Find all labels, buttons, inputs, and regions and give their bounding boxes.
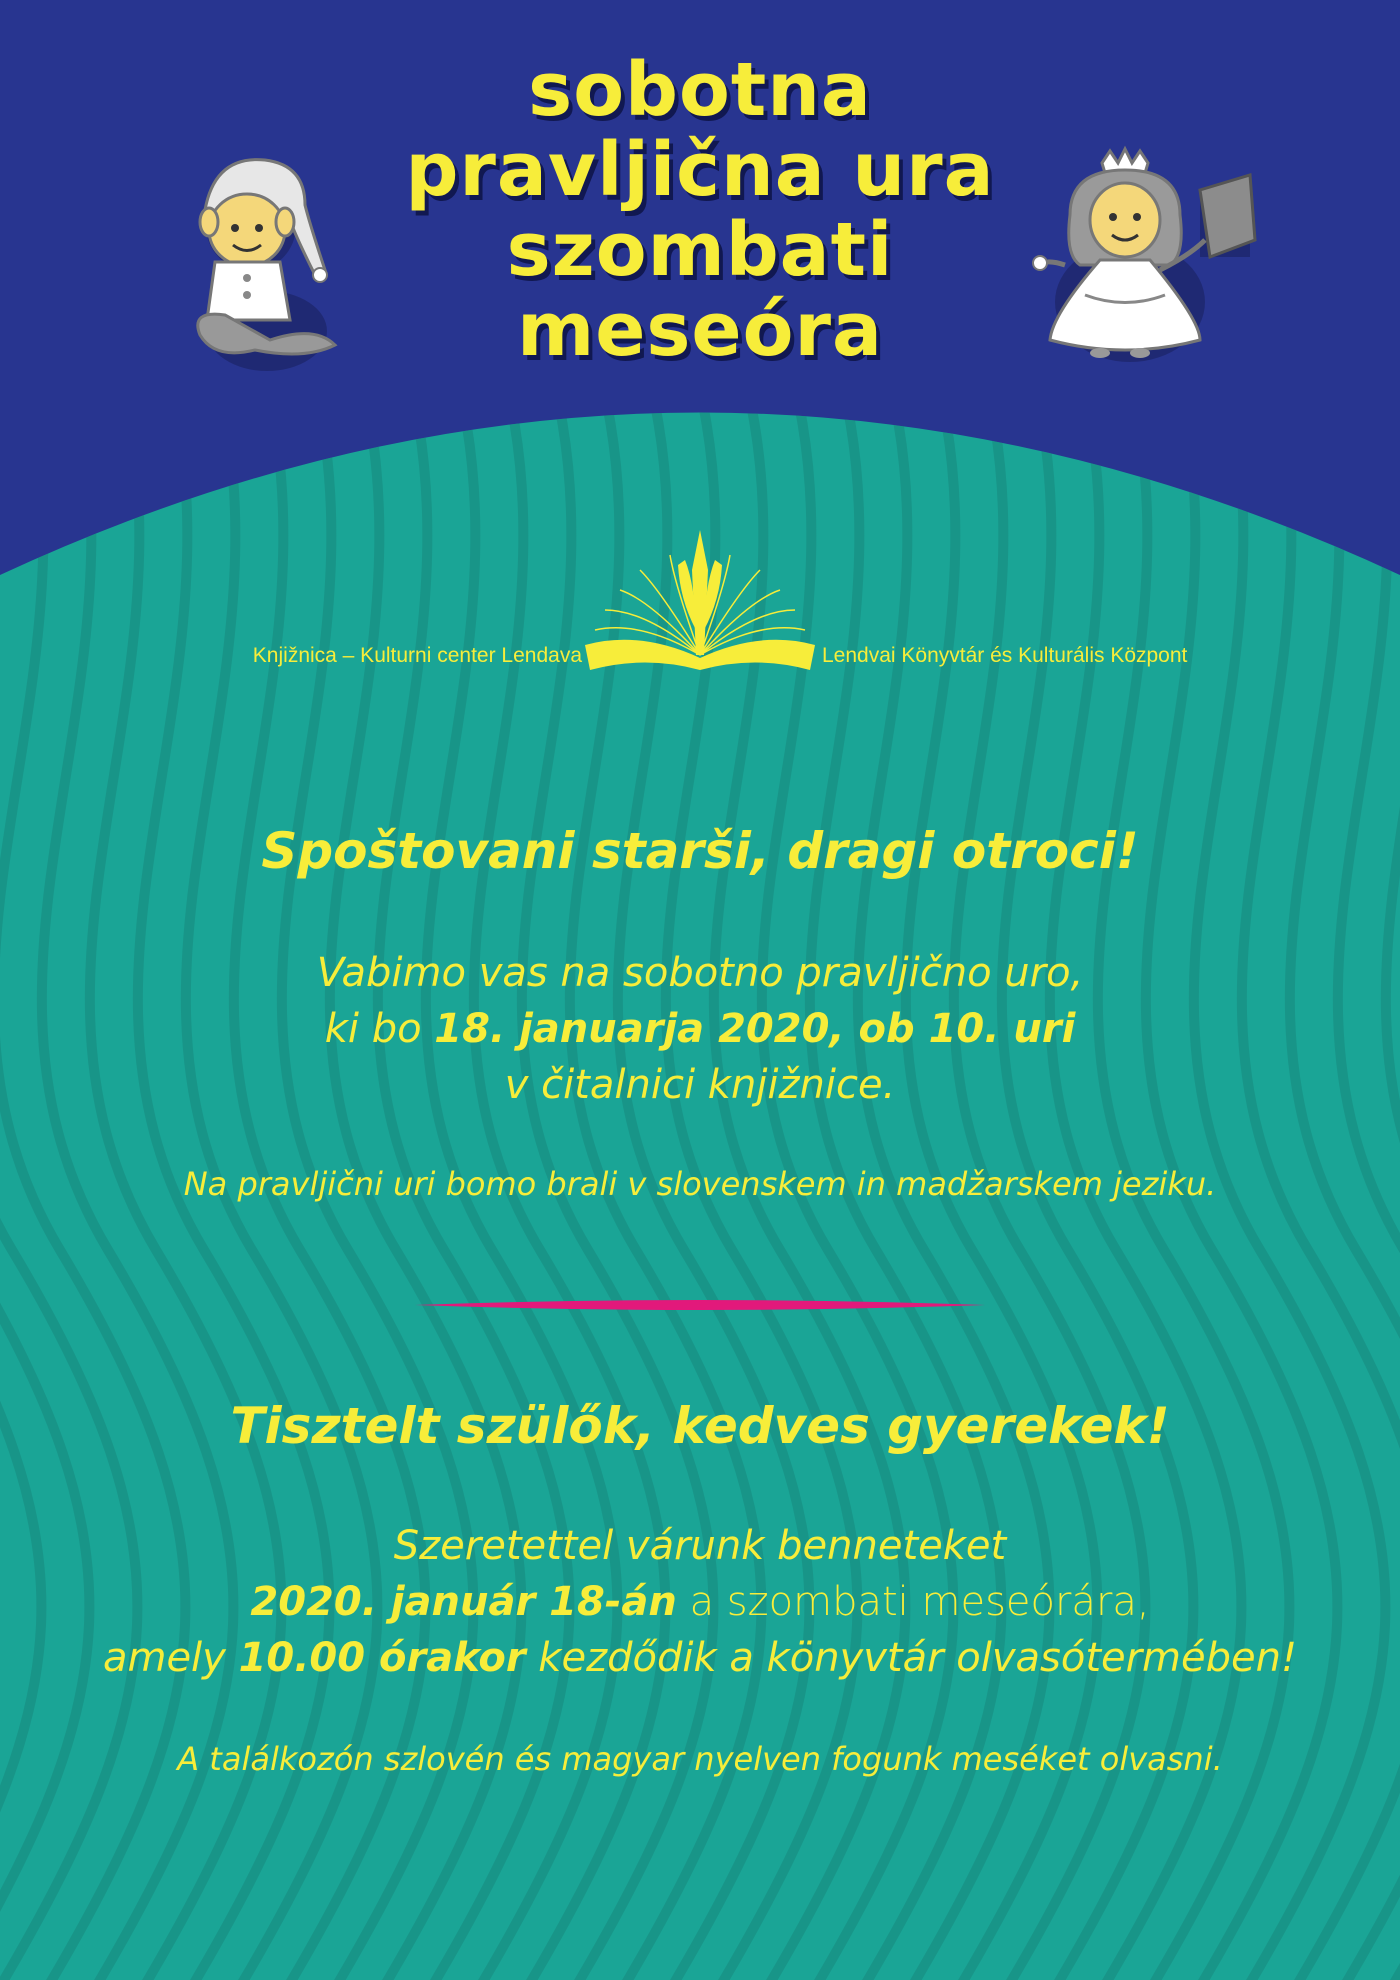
hungarian-time: 10.00 órakor — [238, 1635, 526, 1681]
slovenian-date-time: 18. januarja 2020, ob 10. uri — [434, 1006, 1076, 1052]
title-line-3: szombati — [506, 207, 894, 293]
slovenian-section — [0, 822, 1400, 880]
hungarian-line-2 — [0, 1574, 1400, 1630]
hungarian-date: 2020. január 18-án — [250, 1579, 677, 1625]
slovenian-line-3: v čitalnici knjižnice. — [504, 1062, 896, 1108]
library-logo — [0, 530, 1400, 680]
library-book-logo-icon — [580, 530, 820, 680]
title-line-2: pravljična ura — [405, 127, 995, 213]
title-line-4: meseóra — [517, 287, 883, 373]
princess-icon — [1030, 145, 1270, 365]
slovenian-greeting: Spoštovani starši, dragi otroci! — [261, 822, 1139, 880]
slovenian-note: Na pravljični uri bomo brali v slovenskem in madžarskem jeziku. — [183, 1165, 1217, 1203]
hungarian-note: A találkozón szlovén és magyar nyelven fogunk meséket olvasni. — [177, 1740, 1223, 1778]
logo-text-hungarian: Lendvai Könyvtár és Kulturális Központ — [822, 644, 1188, 667]
slovenian-invitation — [0, 945, 1400, 1113]
hungarian-greeting: Tisztelt szülők, kedves gyerekek! — [230, 1397, 1170, 1455]
slovenian-line-1: Vabimo vas na sobotno pravljično uro, — [316, 950, 1084, 996]
hungarian-line-3-pre: amely — [102, 1635, 239, 1681]
hungarian-line-3-post: kezdődik a könyvtár olvasótermében! — [525, 1635, 1298, 1681]
hungarian-line-2-post: a szombati meseórára, — [676, 1579, 1150, 1625]
slovenian-line-2 — [0, 1001, 1400, 1057]
hungarian-section — [0, 1397, 1400, 1455]
hungarian-line-3 — [0, 1630, 1400, 1686]
elf-icon — [195, 150, 345, 375]
hungarian-invitation — [0, 1518, 1400, 1686]
title-line-1: sobotna — [528, 47, 872, 133]
poster-title — [330, 47, 1070, 373]
magenta-divider — [415, 1295, 985, 1315]
slovenian-line-2-pre: ki bo — [324, 1006, 435, 1052]
logo-text-slovenian: Knjižnica – Kulturni center Lendava — [252, 644, 582, 667]
hungarian-line-1: Szeretettel várunk benneteket — [393, 1523, 1007, 1569]
